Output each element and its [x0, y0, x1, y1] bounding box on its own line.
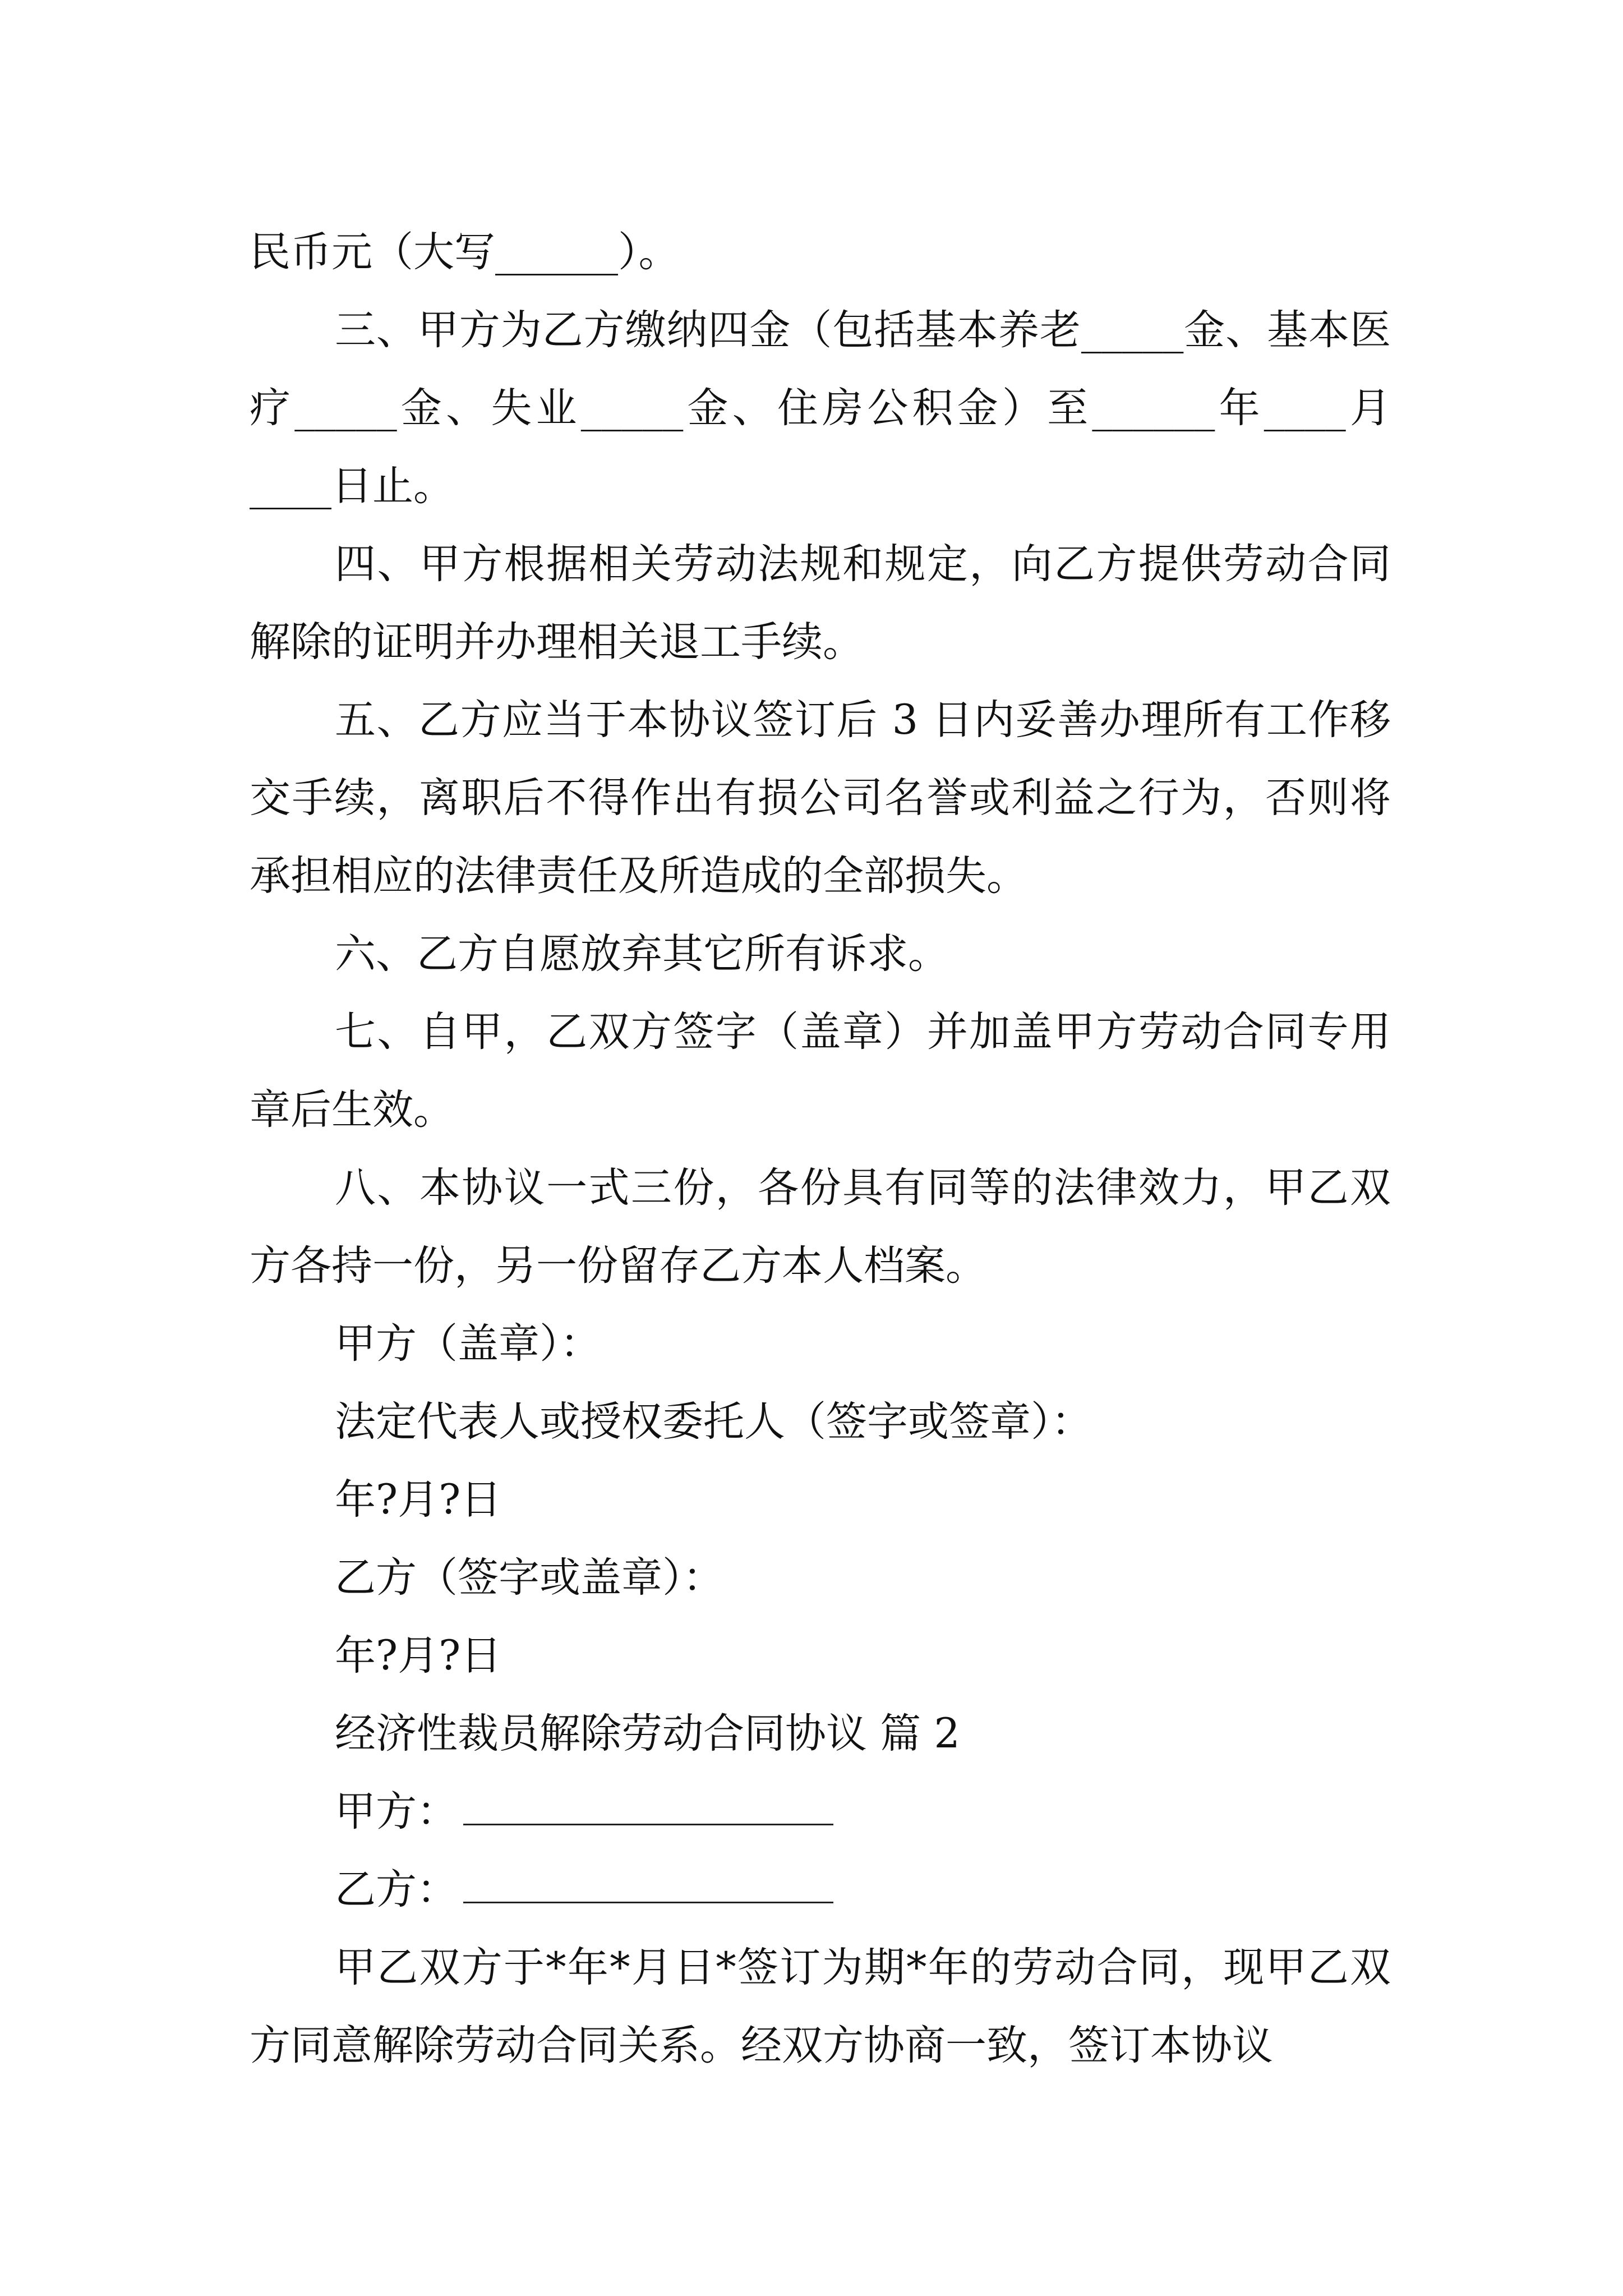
party-b-label: 乙方：: [335, 1866, 458, 1913]
closing-paragraph: 甲乙双方于*年*月日*签订为期*年的劳动合同，现甲乙双方同意解除劳动合同关系。经双方协商一致，签订本协议: [250, 1944, 1391, 2069]
party-a-fill-row: [250, 1773, 1391, 1851]
section-title: 经济性裁员解除劳动合同协议 篇 2: [335, 1710, 960, 1757]
paragraph-clause-8: 八、本协议一式三份，各份具有同等的法律效力，甲乙双方各持一份，另一份留存乙方本人档案。: [250, 1164, 1391, 1290]
paragraph-clause-6: 六、乙方自愿放弃其它所有诉求。: [335, 930, 949, 978]
party-a-blank-line: [463, 1790, 833, 1825]
paragraph-clause-5: 五、乙方应当于本协议签订后 3 日内妥善办理所有工作移交手续，离职后不得作出有损公司名誉或利益之行为，否则将承担相应的法律责任及所造成的全部损失。: [250, 696, 1391, 900]
document-body: [250, 213, 1391, 2085]
paragraph-clause-3: 三、甲方为乙方缴纳四金（包括基本养老_____金、基本医疗_____金、失业_____金、住房公积金）至______年____月____日止。: [250, 306, 1391, 510]
party-b-sign-line: 乙方（签字或盖章）：: [335, 1554, 724, 1602]
paragraph-clause-4: 四、甲方根据相关劳动法规和规定，向乙方提供劳动合同解除的证明并办理相关退工手续。: [250, 540, 1391, 666]
party-b-blank-line: [463, 1868, 833, 1903]
signature-date-b: 年?月?日: [335, 1632, 502, 1680]
party-a-label: 甲方：: [335, 1788, 458, 1835]
signature-date-a: 年?月?日: [335, 1476, 502, 1524]
party-a-seal-line: 甲方（盖章）：: [335, 1320, 601, 1368]
paragraph-continuation: 民币元（大写______）。: [250, 228, 680, 276]
legal-representative-line: 法定代表人或授权委托人（签字或签章）：: [335, 1398, 1092, 1446]
paragraph-clause-7: 七、自甲，乙双方签字（盖章）并加盖甲方劳动合同专用章后生效。: [250, 1008, 1391, 1134]
party-b-fill-row: [250, 1851, 1391, 1929]
